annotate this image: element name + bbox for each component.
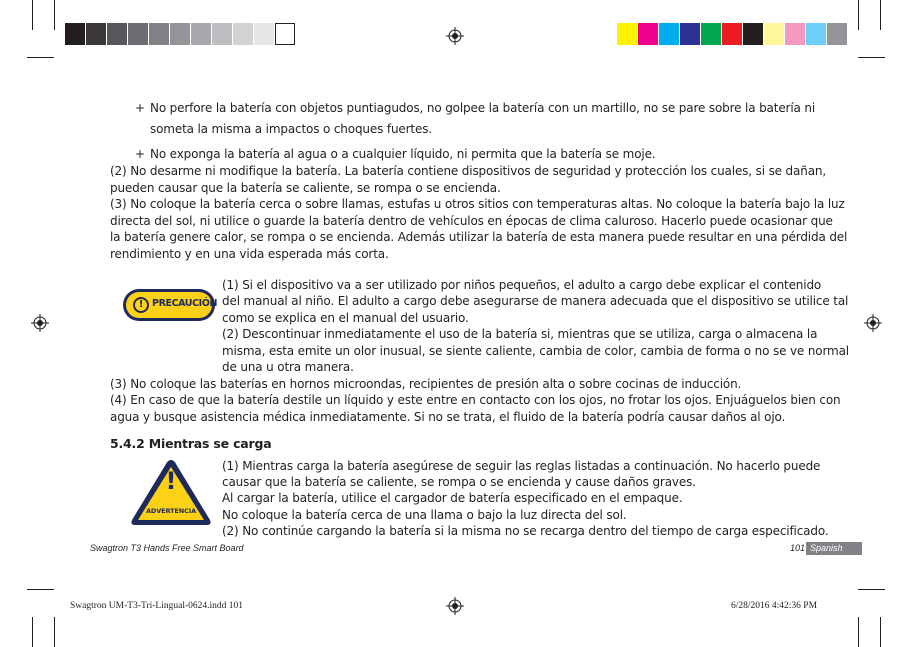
p3-line3: la batería genere calor, se rompa o se encienda. Además utilizar la batería de esta manera puede resultar en una pérdida del <box>110 230 848 244</box>
grey-swatch <box>65 23 85 45</box>
process-swatch <box>680 23 700 45</box>
process-swatch <box>806 23 826 45</box>
w1-line3: Al cargar la batería, utilice el cargador de batería especificado en el empaque. <box>222 491 683 505</box>
registration-mark-bottom-icon <box>446 597 464 615</box>
c4-line1: (4) En caso de que la batería destile un líquido y este entre en contacto con los ojos, no frotar los ojos. Enjuáguelos bien con <box>110 393 841 407</box>
process-swatch <box>785 23 805 45</box>
process-swatch <box>659 23 679 45</box>
grey-swatch <box>86 23 106 45</box>
p2-line1: (2) No desarme ni modifique la batería. La batería contiene dispositivos de seguridad y protección los cuales, si se dañan, <box>110 164 827 178</box>
grey-swatch <box>254 23 274 45</box>
warning-label: ADVERTENCIA <box>145 507 197 515</box>
p3-line2: directa del sol, ni utilice o guarde la batería dentro de vehículos en épocas de clima caluroso. Hacerlo puede ocasionar que <box>110 214 833 228</box>
c1-line3: como se explica en el manual del usuario. <box>222 311 469 325</box>
c4-line2: agua y busque asistencia médica inmediatamente. Si no se trata, el fluido de la batería podría causar daños al ojo. <box>110 410 786 424</box>
c3: (3) No coloque las baterías en hornos microondas, recipientes de presión alta o sobre cocinas de inducción. <box>110 377 742 391</box>
process-swatch <box>638 23 658 45</box>
page-number: 101 <box>790 543 806 553</box>
grey-swatch <box>149 23 169 45</box>
process-swatch <box>743 23 763 45</box>
process-swatch <box>827 23 847 45</box>
slug-datetime: 6/28/2016 4:42:36 PM <box>731 601 818 611</box>
warning-exclamation: ! <box>165 467 177 495</box>
c1-line2: del manual al niño. El adulto a cargo debe asegurarse de manera adecuada que el dispositivo se utilice tal <box>222 294 849 308</box>
process-swatch <box>617 23 637 45</box>
c2-line3: de una u otra manera. <box>222 360 354 374</box>
grey-swatch <box>107 23 127 45</box>
grey-swatch <box>212 23 232 45</box>
registration-mark-right-icon <box>864 314 882 332</box>
c2-line2: misma, esta emite un olor inusual, se siente caliente, cambia de color, cambia de forma o no se ve normal <box>222 344 849 358</box>
grey-swatch <box>170 23 190 45</box>
language-tab <box>806 542 862 555</box>
bullet2: No exponga la batería al agua o a cualquier líquido, ni permita que la batería se moje. <box>150 147 656 161</box>
p3-line1: (3) No coloque la batería cerca o sobre llamas, estufas u otros sitios con temperaturas altas. No coloque la batería bajo la luz <box>110 197 845 211</box>
p3-line4: rendimiento y en una vida esperada más corta. <box>110 247 389 261</box>
w1-line1: (1) Mientras carga la batería asegúrese de seguir las reglas listadas a continuación. No hacerlo puede <box>222 459 821 473</box>
grey-swatch <box>191 23 211 45</box>
process-swatch <box>722 23 742 45</box>
section-heading: 5.4.2 Mientras se carga <box>110 436 272 451</box>
c1-line1: (1) Si el dispositivo va a ser utilizado por niños pequeños, el adulto a cargo debe explicar el contenido <box>222 278 822 292</box>
p2-line2: pueden causar que la batería se caliente, se rompa o se encienda. <box>110 181 501 195</box>
w1-line4: No coloque la batería cerca de una llama o bajo la luz directa del sol. <box>222 508 627 522</box>
process-swatch <box>701 23 721 45</box>
registration-mark-top-icon <box>446 27 464 45</box>
slug-filename: Swagtron UM-T3-Tri-Lingual-0624.indd 101 <box>70 601 244 611</box>
grey-swatch <box>128 23 148 45</box>
bullet-mark: + <box>135 147 145 161</box>
language-label: Spanish <box>810 543 843 553</box>
bullet1-line1: No perfore la batería con objetos puntiagudos, no golpee la batería con un martillo, no se pare sobre la batería ni <box>150 101 816 115</box>
grey-swatch <box>275 23 295 45</box>
process-swatch <box>764 23 784 45</box>
precaution-label: PRECAUCIÓN <box>152 298 218 309</box>
w1-line2: causar que la batería se caliente, se rompa o se encienda y cause daños graves. <box>222 475 696 489</box>
footer-product: Swagtron T3 Hands Free Smart Board <box>90 543 244 553</box>
precaution-badge <box>123 289 218 321</box>
grey-swatch <box>233 23 253 45</box>
c2-line1: (2) Descontinuar inmediatamente el uso de la batería si, mientras que se utiliza, carga o almacena la <box>222 327 818 341</box>
w2: (2) No continúe cargando la batería si la misma no se recarga dentro del tiempo de carga especificado. <box>222 524 829 538</box>
bullet-mark: + <box>135 101 145 115</box>
bullet1-line2: someta la misma a impactos o choques fuertes. <box>150 122 432 136</box>
precaution-exclamation-icon: ! <box>135 299 147 311</box>
registration-mark-left-icon <box>31 314 49 332</box>
